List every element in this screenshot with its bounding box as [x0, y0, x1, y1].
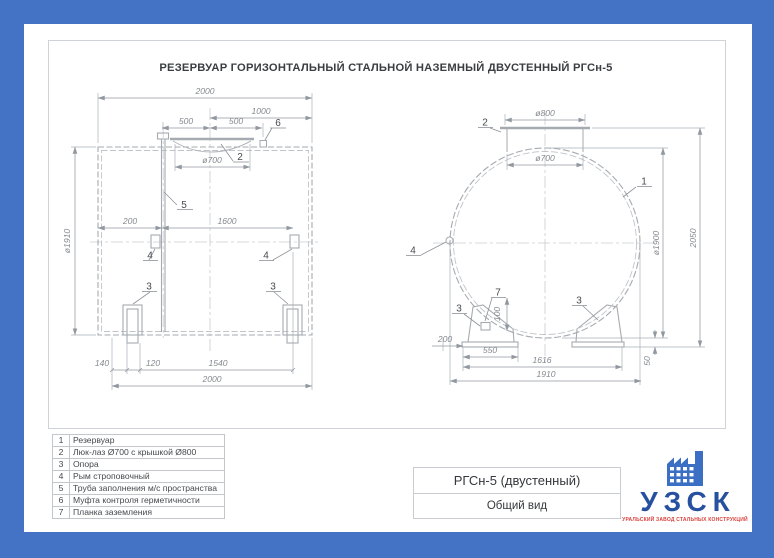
- end-view-drawing: [400, 95, 730, 395]
- model-name: РГСн-5 (двустенный): [414, 468, 620, 494]
- callout-labels: [146, 118, 281, 293]
- dim-200: 200: [437, 334, 453, 344]
- callout-support-left: 3: [456, 303, 462, 315]
- dim-manhole-dia: ø700: [535, 153, 555, 163]
- table-row: [53, 459, 225, 471]
- table-row: [53, 507, 225, 519]
- table-row: [53, 435, 225, 447]
- callout-tank: 1: [641, 176, 647, 188]
- callout-labels: [410, 118, 647, 315]
- support-left: [123, 305, 142, 343]
- part-name: Труба заполнения м/с пространства: [70, 483, 225, 495]
- part-name: Муфта контроля герметичности: [70, 495, 225, 507]
- dim-1910: 1910: [536, 369, 556, 379]
- dim-1616: 1616: [532, 355, 552, 365]
- dim-top-total: 2000: [195, 86, 215, 96]
- title-block: [413, 467, 621, 519]
- part-name: Планка заземления: [70, 507, 225, 519]
- company-logo: [622, 448, 748, 523]
- dim-1000: 1000: [251, 106, 271, 116]
- callout-control-coupling: 6: [275, 118, 281, 129]
- dim-overall-height: 2050: [688, 228, 698, 248]
- dim-1540: 1540: [208, 358, 228, 368]
- table-row: [53, 471, 225, 483]
- part-number: 1: [53, 435, 70, 447]
- part-number: 6: [53, 495, 70, 507]
- table-row: [53, 483, 225, 495]
- factory-icon: [663, 448, 707, 487]
- page-title: РЕЗЕРВУАР ГОРИЗОНТАЛЬНЫЙ СТАЛЬНОЙ НАЗЕМНЫЙ ДВУСТЕННЫЙ РГСн-5: [159, 62, 613, 74]
- part-number: 4: [53, 471, 70, 483]
- callout-manhole: 2: [237, 152, 243, 163]
- dim-manhole-dia: ø700: [202, 155, 222, 165]
- side-view-drawing: [50, 80, 390, 410]
- dim-50: 50: [642, 356, 652, 366]
- dim-1600: 1600: [217, 216, 237, 226]
- drawing-sheet: [24, 24, 752, 532]
- part-number: 3: [53, 459, 70, 471]
- ground-plate: [481, 323, 490, 331]
- lifting-eye-left: [151, 235, 160, 248]
- table-row: [53, 495, 225, 507]
- callout-eye-left: 4: [147, 250, 153, 262]
- callout-ground-plate: 7: [495, 287, 501, 299]
- callout-leaders: [406, 128, 652, 327]
- parts-list: [52, 434, 225, 519]
- callout-fill-pipe: 5: [181, 200, 187, 211]
- part-name: Резервуар: [70, 435, 225, 447]
- dim-200: 200: [122, 216, 138, 226]
- callout-support-left: 3: [146, 281, 152, 293]
- support-right: [576, 305, 622, 342]
- logo-abbr: УЗСК: [640, 486, 736, 517]
- support-right: [283, 305, 302, 343]
- centerlines: [433, 113, 658, 363]
- view-name: Общий вид: [486, 500, 548, 512]
- control-coupling-fitting: [260, 141, 267, 148]
- dim-550: 550: [482, 345, 498, 355]
- dim-shell-dia: ø1900: [651, 230, 661, 256]
- dim-cover-dia: ø800: [535, 108, 555, 118]
- dimension-lines: [75, 98, 312, 386]
- centerlines: [90, 108, 320, 352]
- dim-100: 100: [492, 306, 502, 322]
- part-number: 2: [53, 447, 70, 459]
- part-number: 7: [53, 507, 70, 519]
- lifting-eye-right: [290, 235, 299, 248]
- dim-140: 140: [94, 358, 110, 368]
- extension-lines: [71, 93, 312, 390]
- support-right-base: [572, 342, 624, 347]
- dim-120: 120: [145, 358, 161, 368]
- dim-shell-dia: ø1910: [62, 228, 72, 254]
- callout-support-right: 3: [576, 295, 582, 307]
- dimension-labels: [62, 86, 271, 384]
- dim-500-right: 500: [228, 116, 244, 126]
- part-name: Люк-лаз Ø700 с крышкой Ø800: [70, 447, 225, 459]
- table-row: [53, 447, 225, 459]
- callout-support-right: 3: [270, 281, 276, 293]
- part-name: Рым строповочный: [70, 471, 225, 483]
- callout-eye: 4: [410, 245, 416, 257]
- logo-subtitle: УРАЛЬСКИЙ ЗАВОД СТАЛЬНЫХ КОНСТРУКЦИЙ: [622, 517, 748, 523]
- part-name: Опора: [70, 459, 225, 471]
- callout-eye-right: 4: [263, 250, 269, 262]
- callout-manhole: 2: [482, 117, 488, 129]
- dim-bottom-total: 2000: [202, 374, 222, 384]
- dim-500-left: 500: [178, 116, 194, 126]
- part-number: 5: [53, 483, 70, 495]
